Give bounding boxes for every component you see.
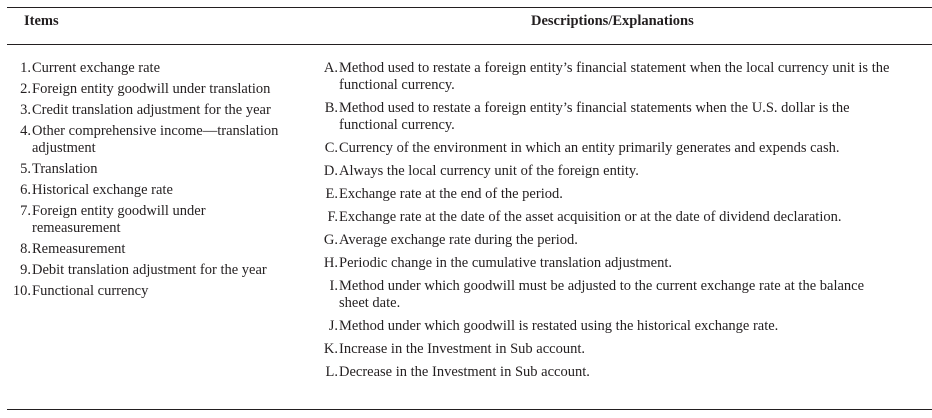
description-text: Decrease in the Investment in Sub account. [339,364,590,380]
item-number: 6. [20,182,31,198]
items-header: Items [24,13,59,29]
description-letter: L. [325,364,338,380]
item-text: Current exchange rate [32,60,161,76]
item-text: Historical exchange rate [32,182,173,198]
description-row [312,100,927,134]
description-letter: G. [323,232,338,248]
description-row [312,163,927,180]
description-row [312,186,927,203]
item-number: 1. [20,60,31,76]
item-text: Foreign entity goodwill under remeasurement [32,203,206,236]
item-row [6,60,311,77]
description-letter: J. [328,318,338,334]
item-number: 5. [20,161,31,177]
item-row [6,161,311,178]
item-number: 3. [20,102,31,118]
description-letter: E. [325,186,338,202]
item-text: Translation [32,161,98,177]
item-row [6,81,311,98]
description-letter: C. [324,140,338,156]
description-text: Increase in the Investment in Sub account. [339,341,586,357]
item-text: Functional currency [32,283,149,299]
item-text: Other comprehensive income—translation adjustment [32,123,279,156]
item-number: 9. [20,262,31,278]
item-row [6,283,311,300]
description-row [312,209,927,226]
description-text: Method used to restate a foreign entity’s financial statement when the local currency unit is the functional currency. [339,60,890,93]
description-row [312,364,927,381]
description-letter: F. [327,209,338,225]
items-list [6,60,311,300]
description-row [312,341,927,358]
item-row [6,203,311,237]
description-text: Currency of the environment in which an entity primarily generates and expends cash. [339,140,840,156]
description-letter: B. [324,100,338,116]
description-text: Exchange rate at the date of the asset acquisition or at the date of dividend declaration. [339,209,842,225]
item-number: 4. [20,123,31,139]
description-text: Method under which goodwill must be adjusted to the current exchange rate at the balance sheet date. [339,278,865,311]
description-row [312,60,927,94]
descriptions-header: Descriptions/Explanations [531,13,694,29]
descriptions-list [312,60,927,381]
description-letter: I. [329,278,338,294]
item-row [6,241,311,258]
description-text: Average exchange rate during the period. [339,232,578,248]
description-row [312,140,927,157]
description-text: Method used to restate a foreign entity’s financial statements when the U.S. dollar is the functional currency. [339,100,850,133]
item-number: 8. [20,241,31,257]
description-text: Always the local currency unit of the foreign entity. [339,163,639,179]
item-row [6,182,311,199]
bottom-rule [7,409,932,410]
item-number: 10. [12,283,31,299]
item-row [6,262,311,279]
description-text: Periodic change in the cumulative translation adjustment. [339,255,673,271]
description-text: Method under which goodwill is restated using the historical exchange rate. [339,318,779,334]
description-text: Exchange rate at the end of the period. [339,186,563,202]
item-text: Debit translation adjustment for the year [32,262,267,278]
description-row [312,278,927,312]
item-row [6,123,311,157]
item-number: 7. [20,203,31,219]
item-text: Remeasurement [32,241,126,257]
description-letter: K. [323,341,338,357]
description-letter: A. [323,60,338,76]
item-row [6,102,311,119]
description-letter: D. [323,163,338,179]
header-rule [7,44,932,45]
top-rule [7,7,932,8]
description-letter: H. [323,255,338,271]
item-number: 2. [20,81,31,97]
item-text: Foreign entity goodwill under translation [32,81,271,97]
description-row [312,318,927,335]
item-text: Credit translation adjustment for the year [32,102,271,118]
description-row [312,255,927,272]
description-row [312,232,927,249]
